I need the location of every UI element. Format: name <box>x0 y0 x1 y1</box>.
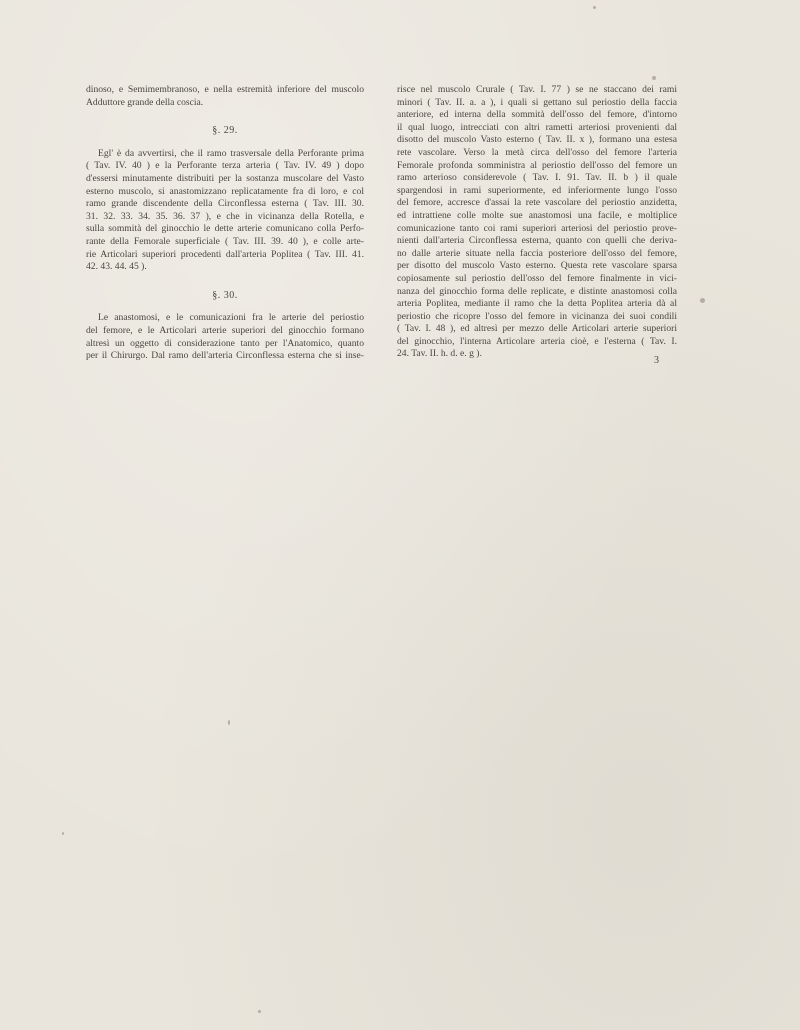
text-line: nienti dall'arteria Circonflessa esterna, quanto con quelli che deriva- <box>397 235 677 247</box>
text-line: ( Tav. I. 48 ), ed altresì per mezzo delle Articolari arterie superiori <box>397 323 677 335</box>
text-line: ed intrattiene colle molte sue anastomosi una facile, e moltiplice <box>397 209 677 221</box>
text-line: rie Articolari superiori procedenti dall'arteria Poplitea ( Tav. III. 41. <box>86 248 364 260</box>
text-line: 24. Tav. II. h. d. e. g ). <box>397 348 482 360</box>
text-line: disotto del muscolo Vasto esterno ( Tav. II. x ), formano una estesa <box>397 134 677 146</box>
text-line: ramo arterioso considerevole ( Tav. I. 91. Tav. II. b ) il quale <box>397 172 677 184</box>
text-line: Le anastomosi, e le comunicazioni fra le arterie del periostio <box>98 312 364 324</box>
text-line: rante della Femorale superficiale ( Tav. III. 39. 40 ), e colle arte- <box>86 235 364 247</box>
text-line: Egl' è da avvertirsi, che il ramo trasversale della Perforante prima <box>98 147 364 159</box>
paper-speck <box>258 1010 261 1013</box>
text-line: Femorale profonda somministra al periostio dell'osso del femore un <box>397 159 677 171</box>
text-line: ( Tav. IV. 40 ) e la Perforante terza arteria ( Tav. IV. 49 ) dopo <box>86 160 364 172</box>
section-heading-30: §. 30. <box>212 289 238 301</box>
text-line: spargendosi in rami superiormente, ed inferiormente lungo l'osso <box>397 184 677 196</box>
text-line: ramo grande discendente della Circonflessa esterna ( Tav. III. 30. <box>86 198 364 210</box>
text-line: del ginocchio, l'interna Articolare arteria cioè, e l'esterna ( Tav. I. <box>397 335 677 347</box>
text-line: nanza del ginocchio forma delle replicate, e distinte anastomosi colla <box>397 285 677 297</box>
paper-speck <box>700 298 705 303</box>
text-line: 42. 43. 44. 45 ). <box>86 261 147 273</box>
paper-speck <box>593 6 596 9</box>
section-heading-29: §. 29. <box>212 125 238 137</box>
text-line: del femore, accresce d'assai la rete vascolare del periostio anzidetta, <box>397 197 677 209</box>
text-line: del femore, e le Articolari arterie superiori del ginocchio formano <box>86 324 364 336</box>
left-column <box>86 84 364 363</box>
paper-speck <box>62 832 64 835</box>
text-line: comunicazione tanto coi rami superiori arteriosi del periostio prove- <box>397 222 677 234</box>
text-line: dinoso, e Semimembranoso, e nella estremità inferiore del muscolo <box>86 84 364 95</box>
text-line: esterno muscolo, si anastomizzano replicatamente fra di loro, e col <box>86 185 364 197</box>
section-29-paragraph <box>86 148 364 274</box>
text-line: minori ( Tav. II. a. a ), i quali si gettano sul periostio della faccia <box>397 96 677 108</box>
page-number: 3 <box>654 355 659 366</box>
text-line: d'essersi minutamente distribuiti per la sostanza muscolare del Vasto <box>86 172 364 184</box>
intro-paragraph <box>86 84 364 109</box>
section-30-paragraph <box>86 312 364 362</box>
text-line: il qual luogo, intrecciati con altri rametti arteriosi provenienti dal <box>397 121 677 133</box>
text-line: Adduttore grande della coscia. <box>86 96 204 108</box>
text-line: per disotto del muscolo Vasto esterno. Questa rete vascolare sparsa <box>397 260 677 272</box>
text-line: periostio che ricopre l'osso del femore in vicinanza dei suoi condili <box>397 310 677 322</box>
text-line: sulla sommità del ginocchio le dette arterie comunicano colla Perfo- <box>86 223 364 235</box>
text-line: no dalle arterie situate nella faccia posteriore dell'osso del femore, <box>397 247 677 259</box>
text-line: risce nel muscolo Crurale ( Tav. I. 77 ) se ne staccano dei rami <box>397 84 677 95</box>
text-line: anteriore, ed interna della sommità dell'osso del femore, d'intorno <box>397 109 677 121</box>
text-line: arteria Poplitea, mediante il ramo che la detta Poplitea arteria dà al <box>397 298 677 310</box>
text-line: altresì un oggetto di considerazione tanto per l'Anatomico, quanto <box>86 337 364 349</box>
text-line: per il Chirurgo. Dal ramo dell'arteria Circonflessa esterna che si inse- <box>86 350 364 362</box>
text-line: 31. 32. 33. 34. 35. 36. 37 ), e che in vicinanza della Rotella, e <box>86 210 364 222</box>
text-line: rete vascolare. Verso la metà circa dell'osso del femore l'arteria <box>397 146 677 158</box>
right-column <box>397 84 677 361</box>
right-column-paragraph <box>397 84 677 361</box>
text-line: copiosamente sul periostio dell'osso del femore finalmente in vici- <box>397 272 677 284</box>
paper-speck <box>652 76 656 80</box>
paper-speck <box>228 720 230 725</box>
